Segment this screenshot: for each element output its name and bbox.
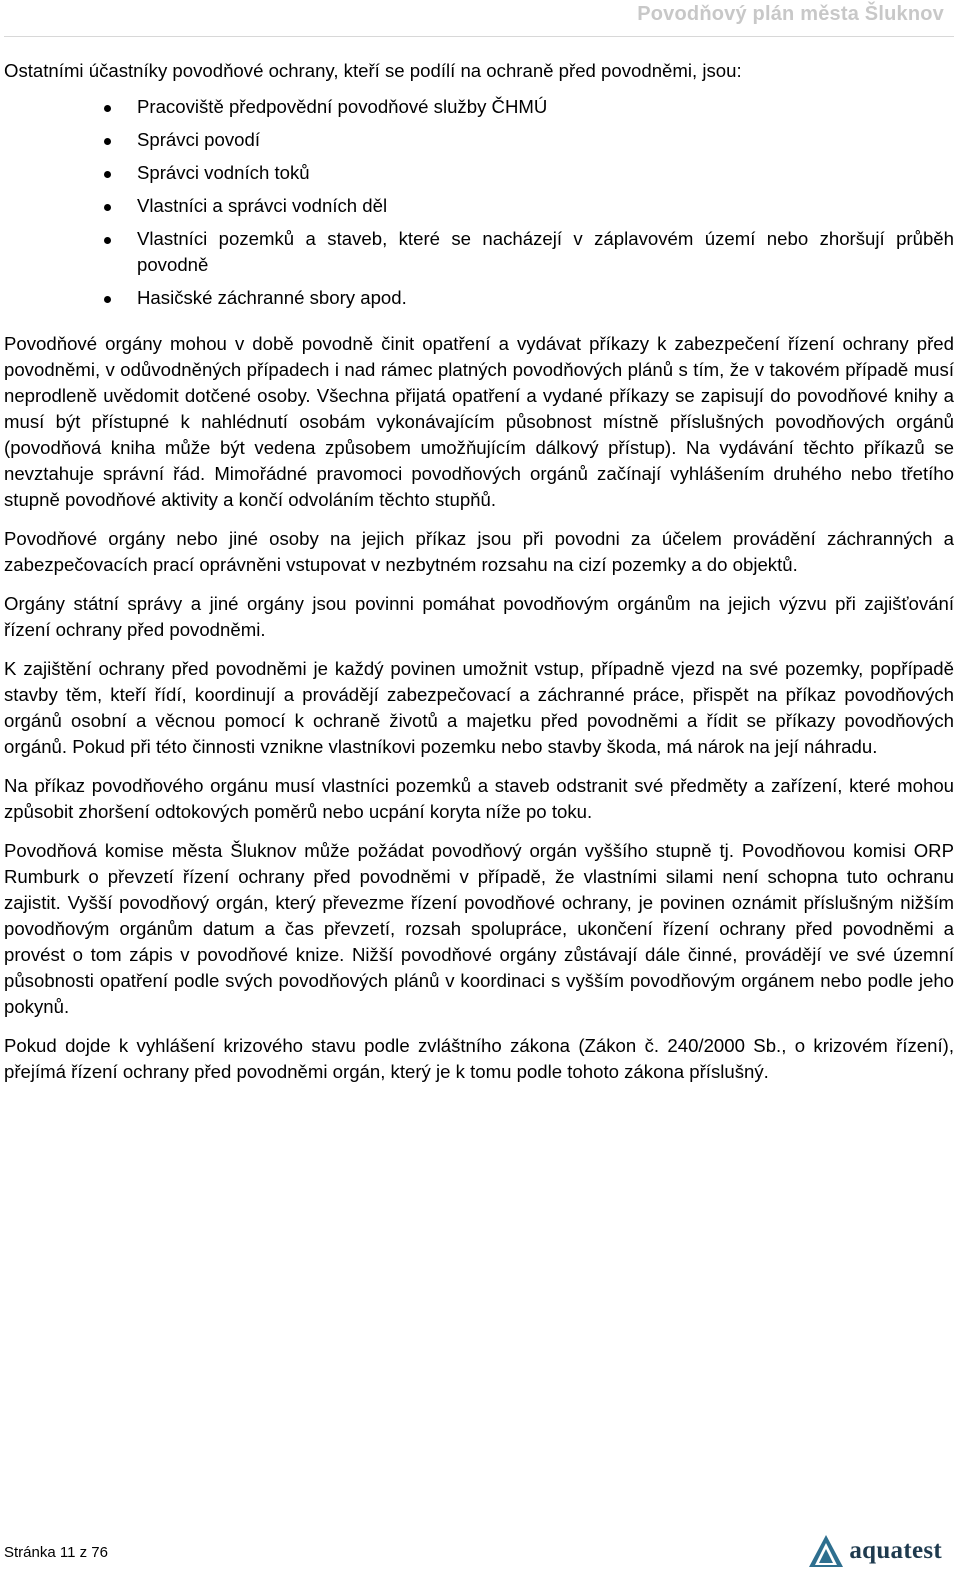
intro-paragraph: Ostatními účastníky povodňové ochrany, kteří se podílí na ochraně před povodněmi, jsou: xyxy=(4,60,742,81)
logo-text: aquatest xyxy=(849,1537,942,1564)
paragraph-powers: Povodňové orgány mohou v době povodně činit opatření a vydávat příkazy k zabezpečení řízení ochrany před povodněmi, v odůvodněných případech i nad rámec platných povodňových plánů s tím, že v takovém případě musí neprodleně uvědomit dotčené osoby. Všechna přijatá opatření a vydané příkazy se zapisují do povodňové knihy a musí být přístupné k nahlédnutí osobám vykonávajícím působnost místně příslušných povodňových orgánů (povodňová kniha může být vedena způsobem umožňujícím dálkový přístup). Na vydávání těchto příkazů se nevztahuje správní řád. Mimořádné pravomoci povodňových orgánů začínají vyhlášením druhého nebo třetího stupně povodňové aktivity a končí odvoláním těchto stupňů. xyxy=(4,333,954,510)
paragraph-takeover: Povodňová komise města Šluknov může požádat povodňový orgán vyššího stupně tj. Povodňovou komisi ORP Rumburk o převzetí řízení ochrany před povodněmi v případě, že vlastními silami není schopna tuto ochranu zajistit. Vyšší povodňový orgán, který převezme řízení povodňové ochrany, je povinen oznámit příslušným nižším povodňovým orgánům datum a čas převzetí, rozsah spolupráce, ukončení řízení ochrany před povodněmi a provést o tom zápis v povodňové knize. Nižší povodňové orgány zůstávají dále činné, provádějí ve své územní působnosti opatření podle svých povodňových plánů v koordinaci s vyšším povodňovým orgánem nebo podle jeho pokynů. xyxy=(4,840,954,1017)
list-item xyxy=(4,160,954,186)
paragraph-crisis: Pokud dojde k vyhlášení krizového stavu podle zvláštního zákona (Zákon č. 240/2000 Sb., o krizovém řízení), přejímá řízení ochrany před povodněmi orgán, který je k tomu podle tohoto zákona příslušný. xyxy=(4,1035,954,1082)
bullet-icon xyxy=(104,296,111,303)
list-item xyxy=(4,226,954,278)
list-item-text: Hasičské záchranné sbory apod. xyxy=(137,287,407,308)
list-item-text: Pracoviště předpovědní povodňové služby ČHMÚ xyxy=(137,96,548,117)
list-item xyxy=(4,94,954,120)
participants-list xyxy=(4,94,954,311)
paragraph-entry-rights: Povodňové orgány nebo jiné osoby na jejich příkaz jsou při povodni za účelem provádění záchranných a zabezpečovacích prací oprávněni vstupovat v nezbytném rozsahu na cizí pozemky a do objektů. xyxy=(4,528,954,575)
list-item xyxy=(4,127,954,153)
page-number: Stránka 11 z 76 xyxy=(4,1544,108,1561)
list-item-text: Vlastníci pozemků a staveb, které se nacházejí v záplavovém území nebo zhoršují průběh povodně xyxy=(137,228,954,275)
paragraph-removal: Na příkaz povodňového orgánu musí vlastníci pozemků a staveb odstranit své předměty a zařízení, které mohou způsobit zhoršení odtokových poměrů nebo ucpání koryta níže po toku. xyxy=(4,775,954,822)
list-item xyxy=(4,193,954,219)
aquatest-logo xyxy=(807,1533,942,1569)
bullet-icon xyxy=(104,204,111,211)
aquatest-logo-icon xyxy=(807,1533,845,1569)
paragraph-state-bodies: Orgány státní správy a jiné orgány jsou povinni pomáhat povodňovým orgánům na jejich výzvu při zajišťování řízení ochrany před povodněmi. xyxy=(4,593,954,640)
header-divider xyxy=(4,36,954,37)
list-item xyxy=(4,285,954,311)
list-item-text: Správci povodí xyxy=(137,129,260,150)
document-body xyxy=(4,58,954,1098)
bullet-icon xyxy=(104,105,111,112)
bullet-icon xyxy=(104,237,111,244)
page-header-title: Povodňový plán města Šluknov xyxy=(637,3,944,25)
bullet-icon xyxy=(104,171,111,178)
paragraph-duties: K zajištění ochrany před povodněmi je každý povinen umožnit vstup, případně vjezd na své pozemky, popřípadě stavby těm, kteří řídí, koordinují a provádějí zabezpečovací a záchranné práce, přispět na příkaz povodňových orgánů osobní a věcnou pomocí k ochraně životů a majetku před povodněmi a řídit se příkazy povodňových orgánů. Pokud při této činnosti vznikne vlastníkovi pozemku nebo stavby škoda, má nárok na její náhradu. xyxy=(4,658,954,757)
list-item-text: Správci vodních toků xyxy=(137,162,310,183)
list-item-text: Vlastníci a správci vodních děl xyxy=(137,195,388,216)
bullet-icon xyxy=(104,138,111,145)
